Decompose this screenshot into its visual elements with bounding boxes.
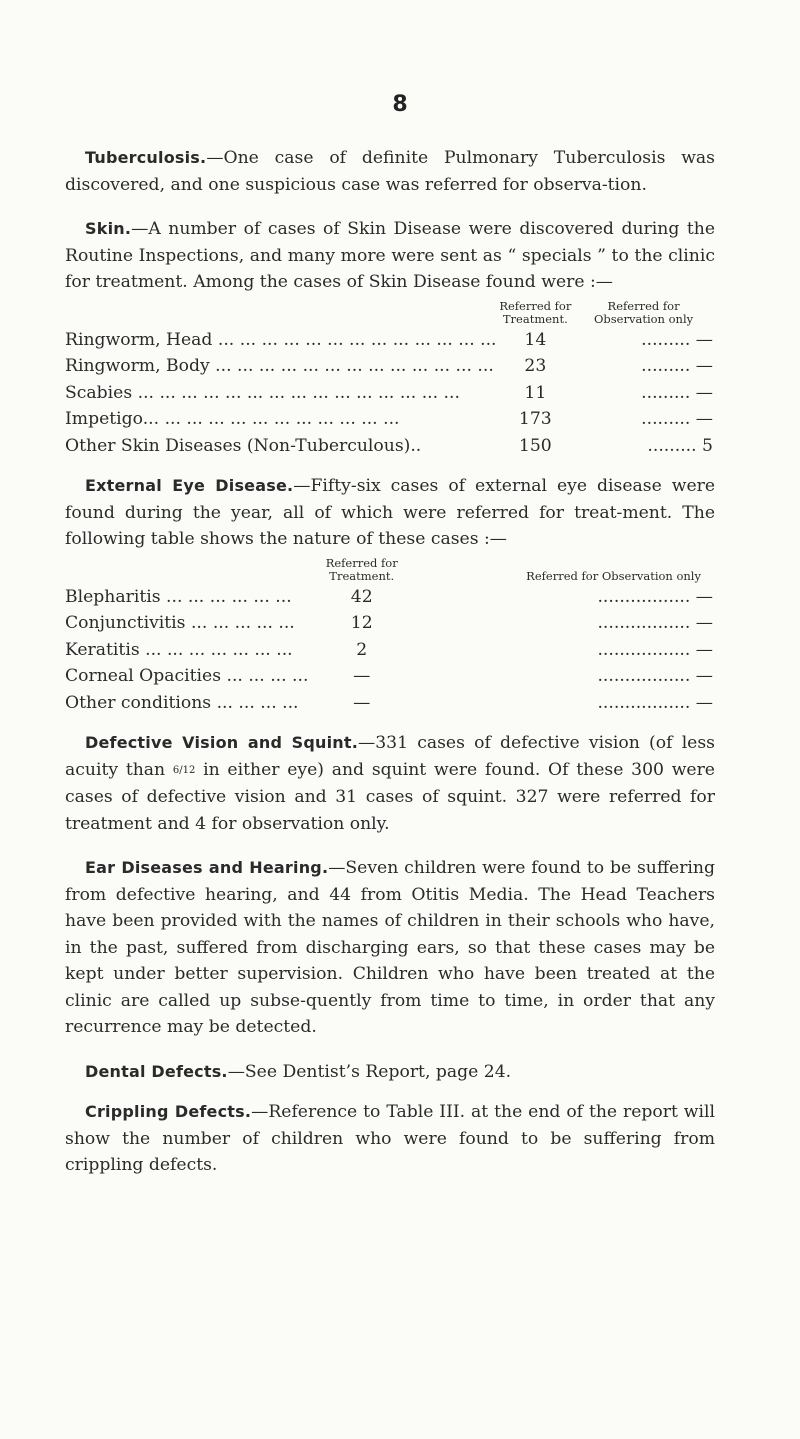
tuberculosis-paragraph xyxy=(65,145,715,198)
observation-count: ................. — xyxy=(597,692,713,713)
treatment-count: 11 xyxy=(524,382,547,403)
disease-label: Scabies ... ... ... ... ... ... ... ... ... ... ... ... ... ... ... xyxy=(65,382,460,403)
vision-heading: Defective Vision and Squint. xyxy=(85,733,359,752)
vision-text-before: —331 cases of defective vision (of less acuity than xyxy=(65,733,715,780)
eye-table-header xyxy=(65,557,713,584)
skin-disease-table xyxy=(65,300,713,460)
eye-paragraph xyxy=(65,473,715,553)
vision-paragraph xyxy=(65,730,715,837)
table-row xyxy=(65,353,713,380)
vision-fraction: 6/12 xyxy=(172,764,196,776)
condition-label: Conjunctivitis ... ... ... ... ... xyxy=(65,613,295,633)
observation-count: ......... 5 xyxy=(647,435,713,456)
eye-col-observation: Referred for Observation only xyxy=(526,568,701,583)
table-row xyxy=(65,380,713,407)
table-row xyxy=(65,663,713,690)
table-row xyxy=(65,406,713,433)
treatment-count: 23 xyxy=(524,356,547,376)
table-row xyxy=(65,637,713,664)
dental-paragraph xyxy=(65,1059,715,1086)
table-row xyxy=(65,327,713,354)
condition-label: Other conditions ... ... ... ... xyxy=(65,692,299,713)
condition-label: Blepharitis ... ... ... ... ... ... xyxy=(65,586,292,607)
condition-label: Corneal Opacities ... ... ... ... xyxy=(65,666,309,686)
crippling-text: —Reference to Table III. at the end of the report will show the number of children who were found to be suffering from crippling defects. xyxy=(65,1102,715,1175)
observation-count: ................. — xyxy=(597,666,713,686)
observation-count: ................. — xyxy=(597,639,713,660)
eye-text: —Fifty-six cases of external eye disease were found during the year, all of which were referred for treat-ment. The following table shows the nature of these cases :— xyxy=(65,476,715,549)
ear-text: —Seven children were found to be suffering from defective hearing, and 44 from Otitis Media. The Head Teachers have been provided with the names of children in their schools who have, in the past, suffered from discharging ears, so that these cases may be kept under better supervision. Children who have been treated at the clinic are called up subse-quently from time to time, in order that any recurrence may be detected. xyxy=(65,858,715,1037)
disease-label: Ringworm, Body ... ... ... ... ... ... ... ... ... ... ... ... ... xyxy=(65,356,494,376)
table-row xyxy=(65,610,713,637)
treatment-count: — xyxy=(353,692,371,713)
skin-heading: Skin. xyxy=(85,219,132,238)
eye-heading: External Eye Disease. xyxy=(85,476,294,495)
table-row xyxy=(65,584,713,611)
page-number: 8 xyxy=(392,92,408,117)
tuberculosis-text: —One case of definite Pulmonary Tuberculosis was discovered, and one suspicious case was referred for observa-tion. xyxy=(65,148,715,195)
skin-text: —A number of cases of Skin Disease were discovered during the Routine Inspections, and many more were sent as “ specials ” to the clinic for treatment. Among the cases of Skin Disease found were :— xyxy=(65,219,715,292)
disease-label: Other Skin Diseases (Non-Tuberculous).. xyxy=(65,435,422,456)
skin-paragraph xyxy=(65,216,715,296)
observation-count: ................. — xyxy=(597,613,713,633)
skin-col-treatment: Referred for Treatment. xyxy=(499,298,572,326)
crippling-heading: Crippling Defects. xyxy=(85,1102,252,1121)
table-row xyxy=(65,690,713,717)
observation-count: ......... — xyxy=(641,356,713,376)
observation-count: ......... — xyxy=(641,409,713,429)
treatment-count: 12 xyxy=(350,613,373,633)
dental-text: —See Dentist’s Report, page 24. xyxy=(227,1061,512,1082)
eye-col-treatment: Referred for Treatment. xyxy=(325,555,398,583)
condition-label: Keratitis ... ... ... ... ... ... ... xyxy=(65,639,293,660)
treatment-count: 150 xyxy=(518,435,552,456)
observation-count: ......... — xyxy=(641,329,713,350)
vision-text-after: in either eye) and squint were found. Of these 300 were cases of defective vision and 31 cases of squint. 327 were referred for treatment and 4 for observation only. xyxy=(65,759,715,834)
crippling-paragraph xyxy=(65,1099,715,1179)
ear-heading: Ear Diseases and Hearing. xyxy=(85,858,329,877)
disease-label: Impetigo... ... ... ... ... ... ... ... ... ... ... ... xyxy=(65,409,400,429)
tuberculosis-heading: Tuberculosis. xyxy=(85,148,207,167)
skin-table-header xyxy=(65,300,713,327)
skin-col-observation: Referred for Observation only xyxy=(593,298,694,326)
observation-count: ......... — xyxy=(641,382,713,403)
table-row xyxy=(65,433,713,460)
ear-paragraph xyxy=(65,855,715,1041)
treatment-count: 14 xyxy=(524,329,547,350)
disease-label: Ringworm, Head ... ... ... ... ... ... ... ... ... ... ... ... ... xyxy=(65,329,497,350)
treatment-count: 42 xyxy=(350,586,373,607)
treatment-count: 2 xyxy=(356,639,368,660)
treatment-count: — xyxy=(353,666,371,686)
page-content xyxy=(65,145,715,1179)
treatment-count: 173 xyxy=(518,409,552,429)
dental-heading: Dental Defects. xyxy=(85,1061,228,1081)
observation-count: ................. — xyxy=(597,586,713,607)
eye-disease-table xyxy=(65,557,713,717)
